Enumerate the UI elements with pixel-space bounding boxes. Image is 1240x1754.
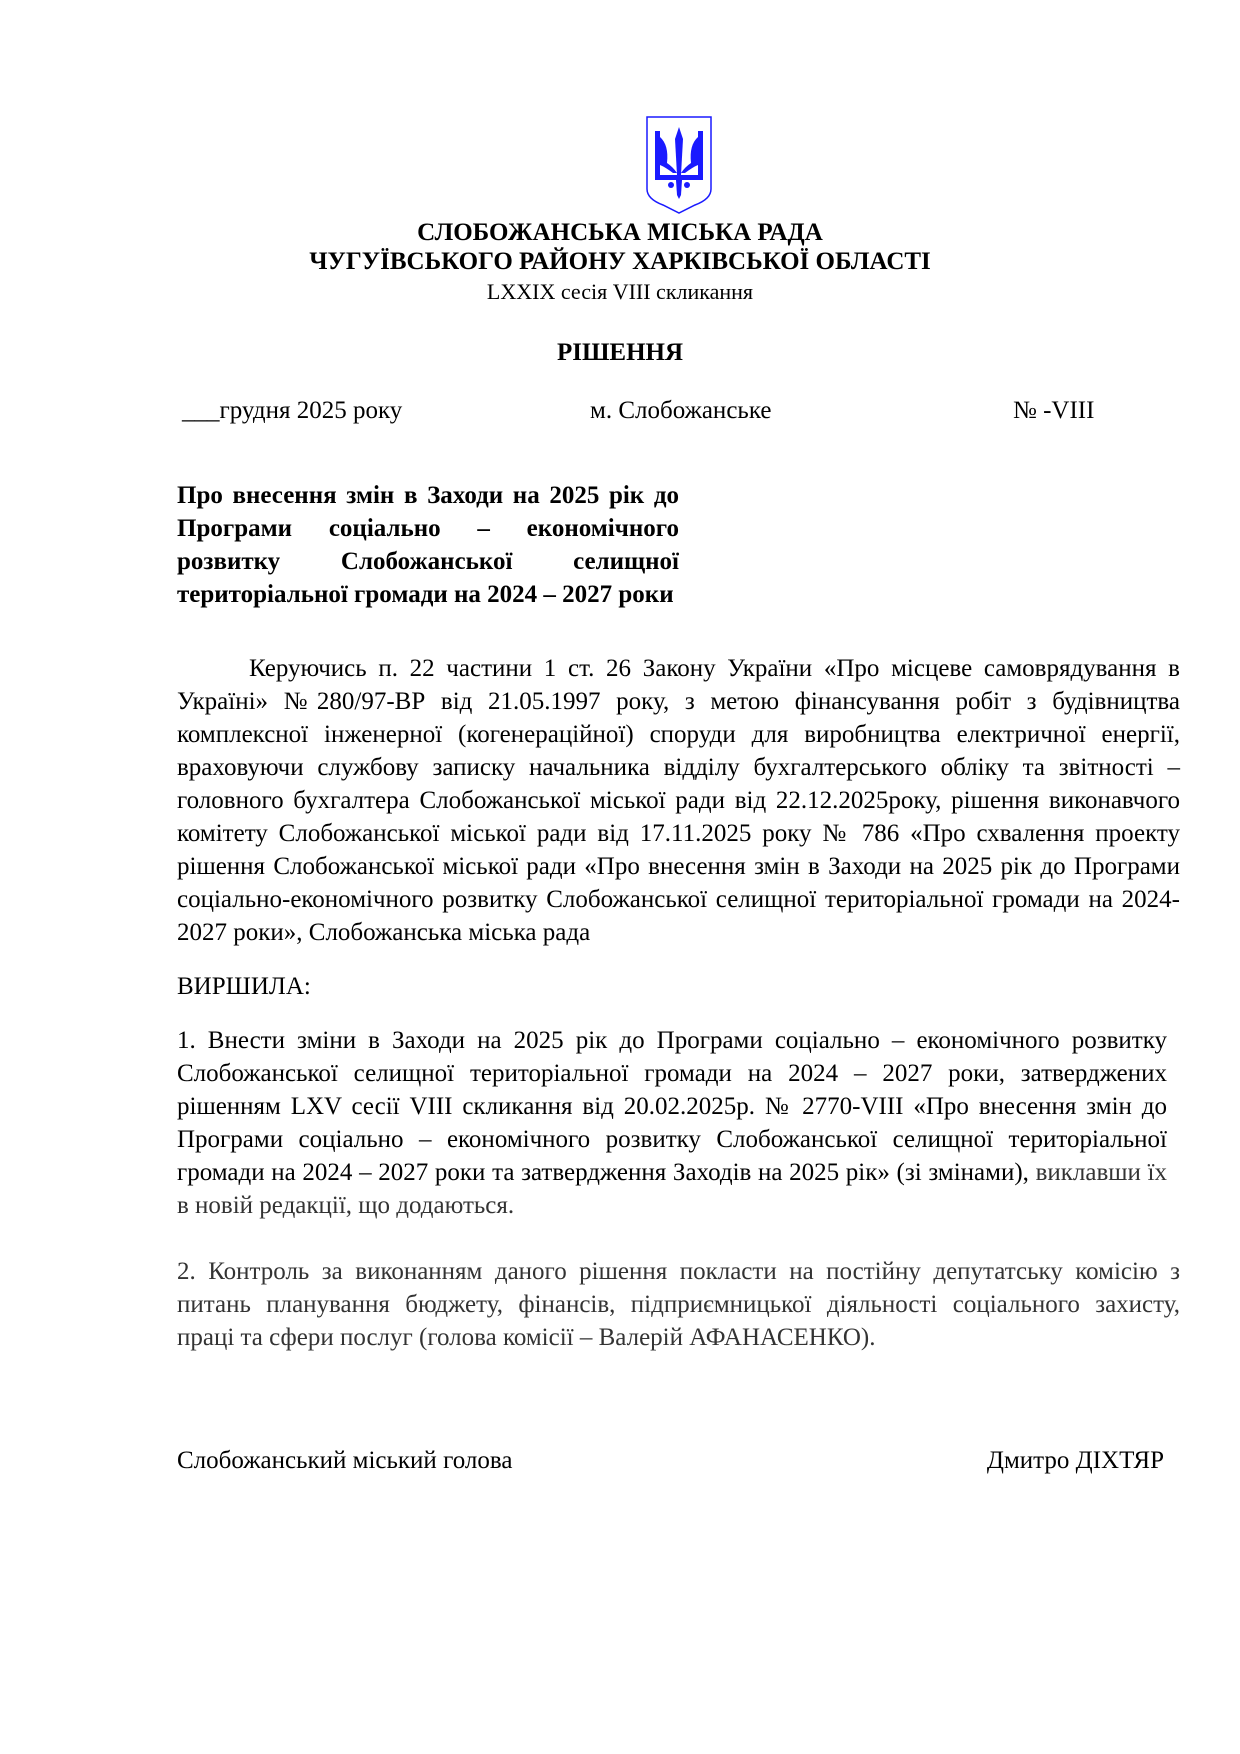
preamble-line: враховуючи службову записку начальника відділу бухгалтерського обліку та звітності – [177, 754, 1180, 781]
preamble-line: головного бухгалтера Слобожанської міської ради від 22.12.2025року, рішення виконавчого [177, 787, 1180, 814]
preamble-line: Керуючись п. 22 частини 1 ст. 26 Закону України «Про місцеве самоврядування в [249, 655, 1180, 682]
resolution-item-1 [177, 1024, 1167, 1222]
item1-line: 1. Внести зміни в Заходи на 2025 рік до Програми соціально – економічного розвитку [177, 1027, 1167, 1054]
subject-line: Про внесення змін в Заходи на 2025 рік до [177, 482, 679, 509]
signatory-title: Слобожанський міський голова [177, 1447, 513, 1474]
item1-line5-tail: виклавши їх [1028, 1159, 1168, 1186]
preamble-line: 2027 роки», Слобожанська міська рада [177, 919, 591, 946]
document-type: РІШЕННЯ [556, 339, 684, 366]
item1-line [177, 1156, 1167, 1189]
preamble-line: комплексної інженерної (когенераційної) споруди для виробництва електричної енергії, [177, 721, 1180, 748]
item1-line5-main: громади на 2024 – 2027 роки та затвердження Заходів на 2025 рік» (зі змінами), [177, 1159, 1029, 1186]
item1-line: Програми соціально – економічного розвитку Слобожанської селищної територіальної [177, 1126, 1167, 1153]
subject-line: Програми соціально – економічного [177, 515, 679, 542]
decision-subject [177, 479, 679, 611]
subject-line: територіальної громади на 2024 – 2027 роки [177, 581, 674, 608]
resolved-label: ВИРШИЛА: [177, 973, 311, 1000]
subject-line: розвитку Слобожанської селищної [177, 548, 679, 575]
council-name: СЛОБОЖАНСЬКА МІСЬКА РАДА [417, 219, 823, 246]
decision-place: м. Слобожанське [590, 397, 772, 424]
resolution-item-2 [177, 1255, 1180, 1354]
decision-number: № -VIII [1013, 397, 1095, 424]
signatory-name: Дмитро ДІХТЯР [986, 1447, 1164, 1474]
district-name: ЧУГУЇВСЬКОГО РАЙОНУ ХАРКІВСЬКОЇ ОБЛАСТІ [309, 248, 931, 275]
preamble-line: рішення Слобожанської міської ради «Про внесення змін в Заходи на 2025 рік до Програми [177, 853, 1180, 880]
decision-date: ___грудня 2025 року [182, 397, 403, 424]
item2-line: 2. Контроль за виконанням даного рішення покласти на постійну депутатську комісію з [177, 1258, 1180, 1285]
session-info: LXXIX сесія VIII скликання [486, 279, 754, 304]
item2-line: праці та сфери послуг (голова комісії – Валерій АФАНАСЕНКО). [177, 1324, 876, 1351]
coat-of-arms-emblem [645, 115, 713, 215]
item1-line: рішенням LXV сесії VIII скликання від 20.02.2025р. № 2770-VIII «Про внесення змін до [177, 1093, 1167, 1120]
item1-line: в новій редакції, що додаються. [177, 1192, 515, 1219]
item1-line: Слобожанської селищної територіальної громади на 2024 – 2027 роки, затверджених [177, 1060, 1167, 1087]
preamble-line: комітету Слобожанської міської ради від 17.11.2025 року № 786 «Про схвалення проекту [177, 820, 1180, 847]
preamble-line: Україні» №280/97-ВР від 21.05.1997 року, з метою фінансування робіт з будівництва [177, 688, 1180, 715]
item2-line: питань планування бюджету, фінансів, підприємницької діяльності соціального захисту, [177, 1291, 1180, 1318]
preamble-paragraph [177, 652, 1180, 949]
preamble-line: соціально-економічного розвитку Слобожанської селищної територіальної громади на 2024- [177, 886, 1180, 913]
